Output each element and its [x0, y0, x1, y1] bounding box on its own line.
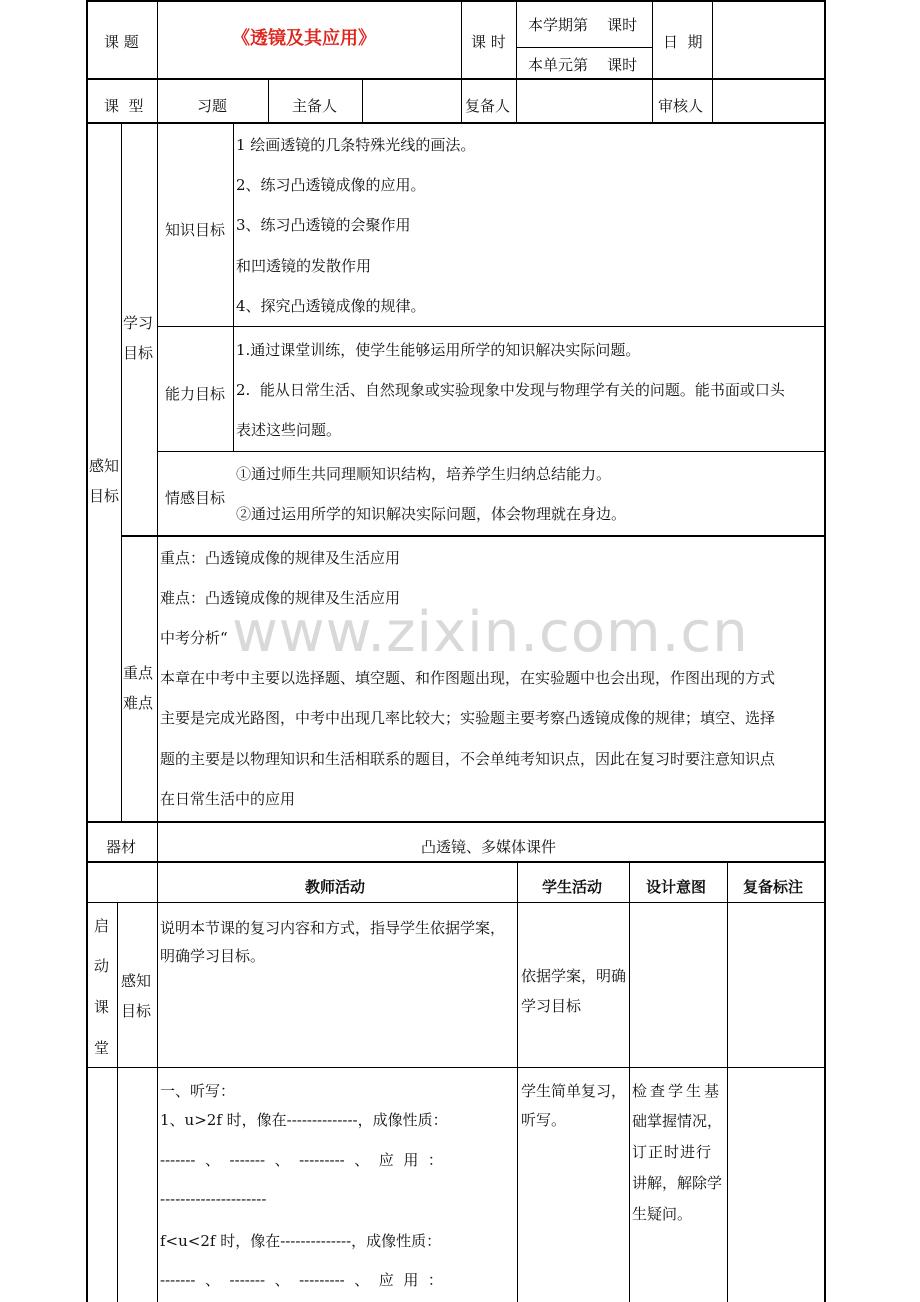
practice-design-line: 订正时进行	[632, 1143, 713, 1161]
key-label	[123, 658, 153, 718]
practice-design-line: 检查学生基	[632, 1082, 723, 1100]
knowledge-line: 4、探究凸透镜成像的规律。	[236, 297, 426, 315]
practice-teacher-line: ------- 、 ------- 、 --------- 、 应 用 ：	[160, 1151, 443, 1169]
vline	[652, 0, 653, 124]
period-unit: 本单元第 课时	[528, 56, 638, 74]
key-label-line: 难点	[123, 694, 154, 712]
main-prep-label: 主备人	[292, 97, 338, 115]
start-stage-char: 动	[94, 957, 110, 975]
emotion-line: ②通过运用所学的知识解决实际问题，体会物理就在身边。	[236, 505, 627, 523]
key-line: 主要是完成光路图，中考中出现几率比较大；实验题主要考察凸透镜成像的规律；填空、选择	[160, 709, 776, 727]
knowledge-line: 和凹透镜的发散作用	[236, 257, 372, 275]
vline	[712, 0, 713, 124]
vline	[516, 0, 517, 124]
perceive-label-line: 目标	[89, 487, 120, 505]
vline	[121, 123, 122, 822]
hline-top	[86, 0, 826, 2]
vline	[268, 79, 269, 124]
practice-design-line: 生疑问。	[632, 1205, 693, 1223]
practice-teacher-line: 1、u>2f 时，像在--------------，成像性质：	[160, 1111, 448, 1129]
type-value: 习题	[197, 97, 228, 115]
vline	[157, 862, 158, 1068]
start-sub-label-line: 目标	[121, 1002, 152, 1020]
table-border-right	[824, 0, 826, 1302]
table-border-left	[86, 0, 88, 1302]
practice-design-line: 础掌握情况，	[632, 1112, 723, 1130]
vline	[517, 862, 518, 1302]
practice-student-line: 听写。	[521, 1111, 567, 1129]
period-label: 课 时	[471, 33, 506, 51]
start-sub-label-line: 感知	[121, 972, 152, 990]
vline	[233, 123, 234, 452]
vline	[157, 1067, 158, 1302]
header-teacher-activity: 教师活动	[305, 878, 366, 896]
vline	[629, 862, 630, 1302]
key-line: 题的主要是以物理知识和生活相联系的题目，不会单纯考知识点，因此在复习时要注意知识点	[160, 750, 776, 768]
emotion-label: 情感目标	[165, 489, 226, 507]
key-label-line: 重点	[123, 664, 154, 682]
header-review-note: 复备标注	[743, 878, 804, 896]
learn-label	[123, 308, 153, 368]
hline-row2	[86, 122, 826, 124]
reviewer-label: 审核人	[658, 97, 704, 115]
perceive-label-line: 感知	[89, 457, 120, 475]
hline-key	[86, 821, 826, 823]
hline-row1	[86, 78, 826, 80]
type-label: 课 型	[104, 97, 144, 115]
date-label: 日 期	[663, 33, 703, 51]
start-sub-label	[121, 966, 151, 1026]
learn-label-line: 目标	[123, 344, 154, 362]
hline-period-split	[516, 47, 652, 48]
hline-emotion	[121, 535, 826, 537]
equipment-value: 凸透镜、多媒体课件	[421, 838, 557, 856]
co-prep-label: 复备人	[465, 97, 511, 115]
start-teacher-line: 说明本节课的复习内容和方式，指导学生依据学案，	[160, 919, 506, 937]
practice-student-line: 学生简单复习，	[521, 1082, 627, 1100]
hline-ability	[157, 451, 826, 452]
start-stage-char: 启	[94, 917, 110, 935]
perceive-label	[89, 451, 119, 511]
vline	[461, 0, 462, 124]
vline	[117, 902, 118, 1302]
vline	[157, 0, 158, 124]
practice-teacher-line: ------- 、 ------- 、 --------- 、 应 用 ：	[160, 1271, 443, 1289]
knowledge-line: 2、练习凸透镜成像的应用。	[236, 176, 426, 194]
practice-teacher-line: ---------------------	[160, 1190, 267, 1208]
hline-headers	[86, 902, 826, 903]
watermark: www.zixin.com.cn	[232, 600, 749, 665]
hline-knowledge	[157, 326, 826, 327]
ability-line: 表述这些问题。	[236, 421, 342, 439]
knowledge-line: 3、练习凸透镜的会聚作用	[236, 216, 411, 234]
key-line: 中考分析“	[160, 629, 228, 647]
vline	[157, 822, 158, 862]
ability-label: 能力目标	[165, 385, 226, 403]
hline-equip	[86, 861, 826, 863]
emotion-line: ①通过师生共同理顺知识结构，培养学生归纳总结能力。	[236, 465, 612, 483]
practice-teacher-line: 一、听写：	[160, 1082, 236, 1100]
knowledge-line: 1 绘画透镜的几条特殊光线的画法。	[236, 136, 476, 154]
ability-line: 1.通过课堂训练，使学生能够运用所学的知识解决实际问题。	[236, 341, 641, 359]
start-student-line: 学习目标	[521, 997, 582, 1015]
start-teacher-line: 明确学习目标。	[160, 947, 266, 965]
knowledge-label: 知识目标	[165, 221, 226, 239]
start-stage-char: 堂	[94, 1039, 110, 1057]
lesson-title: 《透镜及其应用》	[232, 28, 376, 49]
hline-start	[86, 1067, 826, 1068]
vline	[362, 79, 363, 124]
start-student-line: 依据学案，明确	[521, 967, 627, 985]
period-semester: 本学期第 课时	[528, 16, 638, 34]
vline	[157, 536, 158, 822]
vline	[727, 862, 728, 1302]
key-line: 重点：凸透镜成像的规律及生活应用	[160, 549, 401, 567]
topic-label: 课 题	[104, 33, 139, 51]
learn-label-line: 学习	[123, 314, 154, 332]
ability-line: 2. 能从日常生活、自然现象或实验现象中发现与物理学有关的问题。能书面或口头	[236, 381, 785, 399]
key-line: 本章在中考中主要以选择题、填空题、和作图题出现，在实验题中也会出现，作图出现的方式	[160, 669, 776, 687]
start-stage-char: 课	[94, 998, 110, 1016]
vline	[157, 123, 158, 536]
header-student-activity: 学生活动	[542, 878, 603, 896]
header-design-intent: 设计意图	[646, 878, 707, 896]
equipment-label: 器材	[106, 838, 137, 856]
key-line: 在日常生活中的应用	[160, 790, 296, 808]
practice-teacher-line: f<u<2f 时，像在--------------，成像性质：	[160, 1232, 442, 1250]
practice-design-line: 讲解，解除学	[632, 1174, 723, 1192]
key-line: 难点：凸透镜成像的规律及生活应用	[160, 589, 401, 607]
